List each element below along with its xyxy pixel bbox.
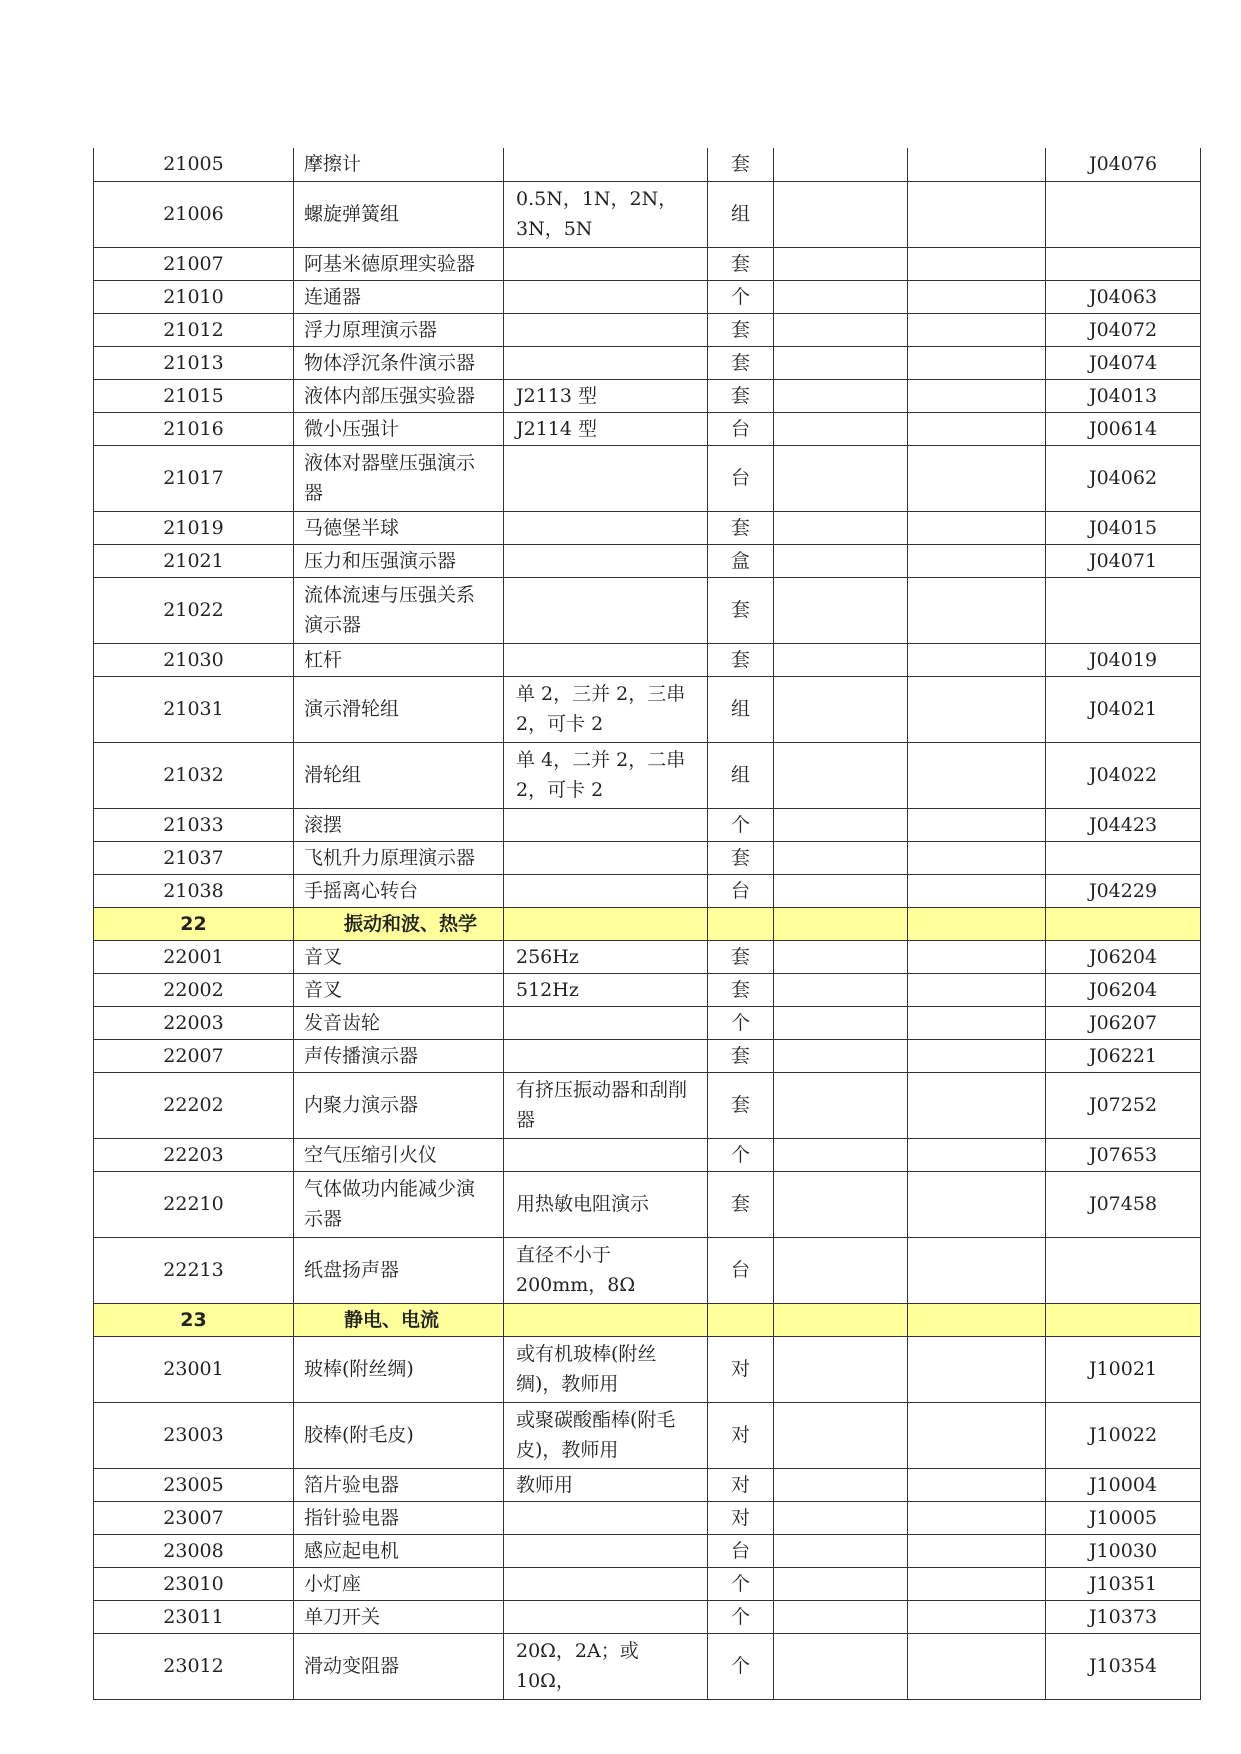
item-ref-cell: J06207 [1046,1006,1201,1039]
item-ref-cell [1046,841,1201,874]
empty-cell [774,1501,908,1534]
item-code-cell: 23011 [94,1600,294,1633]
empty-cell [908,940,1046,973]
item-spec-cell: J2113 型 [504,379,708,412]
item-ref-cell: J04229 [1046,874,1201,907]
item-code-cell: 22203 [94,1138,294,1171]
item-ref-cell: J06221 [1046,1039,1201,1072]
empty-cell [774,742,908,808]
item-code-cell: 23001 [94,1336,294,1402]
item-code-cell: 21019 [94,511,294,544]
item-name-cell: 胶棒(附毛皮) [294,1402,504,1468]
item-spec-cell [504,907,708,940]
item-ref-cell: J10022 [1046,1402,1201,1468]
item-code-cell: 21016 [94,412,294,445]
item-name-cell: 感应起电机 [294,1534,504,1567]
item-code-cell: 21022 [94,577,294,643]
item-spec-cell [504,1039,708,1072]
empty-cell [774,1633,908,1699]
item-spec-cell [504,313,708,346]
empty-cell [774,1534,908,1567]
empty-cell [908,1006,1046,1039]
item-code-cell: 23005 [94,1468,294,1501]
item-spec-cell: 用热敏电阻演示 [504,1171,708,1237]
item-spec-cell [504,643,708,676]
table-row [94,346,1201,379]
table-row [94,940,1201,973]
item-unit-cell: 对 [708,1402,774,1468]
item-unit-cell: 个 [708,280,774,313]
item-ref-cell: J04423 [1046,808,1201,841]
item-name-cell: 内聚力演示器 [294,1072,504,1138]
empty-cell [774,1006,908,1039]
table-row [94,181,1201,247]
item-ref-cell [1046,1237,1201,1303]
item-spec-cell [504,577,708,643]
item-unit-cell: 个 [708,1633,774,1699]
item-code-cell: 22003 [94,1006,294,1039]
empty-cell [908,643,1046,676]
empty-cell [908,445,1046,511]
table-row [94,511,1201,544]
section-row [94,1303,1201,1336]
item-code-cell: 21005 [94,148,294,181]
item-spec-cell [504,1138,708,1171]
empty-cell [774,643,908,676]
empty-cell [774,1072,908,1138]
item-name-cell: 飞机升力原理演示器 [294,841,504,874]
item-spec-cell: 有挤压振动器和刮削器 [504,1072,708,1138]
item-unit-cell: 盒 [708,544,774,577]
item-ref-cell: J04019 [1046,643,1201,676]
empty-cell [774,247,908,280]
item-code-cell: 21007 [94,247,294,280]
empty-cell [774,1336,908,1402]
item-spec-cell: 20Ω，2A；或 10Ω， [504,1633,708,1699]
empty-cell [908,280,1046,313]
item-ref-cell: J07653 [1046,1138,1201,1171]
empty-cell [774,544,908,577]
item-unit-cell: 台 [708,1534,774,1567]
item-code-cell: 23003 [94,1402,294,1468]
item-spec-cell: 教师用 [504,1468,708,1501]
item-name-cell: 指针验电器 [294,1501,504,1534]
empty-cell [774,1468,908,1501]
table-row [94,1039,1201,1072]
item-code-cell: 21030 [94,643,294,676]
item-name-cell: 滑动变阻器 [294,1633,504,1699]
item-spec-cell: 0.5N，1N，2N，3N，5N [504,181,708,247]
empty-cell [774,1567,908,1600]
empty-cell [774,1600,908,1633]
item-unit-cell: 套 [708,379,774,412]
item-ref-cell: J10354 [1046,1633,1201,1699]
empty-cell [908,1468,1046,1501]
item-unit-cell: 套 [708,1171,774,1237]
empty-cell [908,313,1046,346]
item-code-cell: 22 [94,907,294,940]
table-row [94,445,1201,511]
item-unit-cell: 套 [708,841,774,874]
item-unit-cell: 对 [708,1468,774,1501]
empty-cell [908,544,1046,577]
item-ref-cell: J10030 [1046,1534,1201,1567]
item-ref-cell: J10373 [1046,1600,1201,1633]
item-name-cell: 物体浮沉条件演示器 [294,346,504,379]
empty-cell [774,874,908,907]
item-spec-cell [504,1567,708,1600]
empty-cell [908,379,1046,412]
empty-cell [774,346,908,379]
item-name-cell: 空气压缩引火仪 [294,1138,504,1171]
table-row [94,1336,1201,1402]
empty-cell [908,148,1046,181]
empty-cell [774,907,908,940]
empty-cell [774,1171,908,1237]
item-code-cell: 22210 [94,1171,294,1237]
item-name-cell: 杠杆 [294,643,504,676]
item-name-cell: 浮力原理演示器 [294,313,504,346]
item-name-cell: 小灯座 [294,1567,504,1600]
item-name-cell: 发音齿轮 [294,1006,504,1039]
item-name-cell: 压力和压强演示器 [294,544,504,577]
empty-cell [908,247,1046,280]
item-code-cell: 21031 [94,676,294,742]
table-row [94,808,1201,841]
item-name-cell: 阿基米德原理实验器 [294,247,504,280]
item-name-cell: 滚摆 [294,808,504,841]
item-code-cell: 22002 [94,973,294,1006]
item-code-cell: 21012 [94,313,294,346]
table-row [94,148,1201,181]
empty-cell [908,1501,1046,1534]
table-row [94,676,1201,742]
empty-cell [774,148,908,181]
item-spec-cell [504,1501,708,1534]
item-code-cell: 22202 [94,1072,294,1138]
item-name-cell: 演示滑轮组 [294,676,504,742]
item-code-cell: 21013 [94,346,294,379]
empty-cell [908,907,1046,940]
item-name-cell: 滑轮组 [294,742,504,808]
table-row [94,1468,1201,1501]
item-ref-cell: J04076 [1046,148,1201,181]
item-spec-cell: 单 2，三并 2，三串 2，可卡 2 [504,676,708,742]
empty-cell [908,1171,1046,1237]
table-row [94,1501,1201,1534]
empty-cell [908,676,1046,742]
item-ref-cell [1046,1303,1201,1336]
item-code-cell: 22213 [94,1237,294,1303]
item-ref-cell [1046,247,1201,280]
item-name-cell: 气体做功内能减少演示器 [294,1171,504,1237]
item-ref-cell: J04072 [1046,313,1201,346]
item-spec-cell: J2114 型 [504,412,708,445]
item-code-cell: 23008 [94,1534,294,1567]
item-unit-cell: 套 [708,247,774,280]
table-row [94,1138,1201,1171]
item-code-cell: 21021 [94,544,294,577]
table-row [94,1633,1201,1699]
item-spec-cell [504,544,708,577]
item-name-cell: 箔片验电器 [294,1468,504,1501]
item-ref-cell: J06204 [1046,973,1201,1006]
item-code-cell: 21037 [94,841,294,874]
item-ref-cell: J04071 [1046,544,1201,577]
item-code-cell: 21017 [94,445,294,511]
item-unit-cell: 组 [708,676,774,742]
empty-cell [908,1237,1046,1303]
item-unit-cell: 套 [708,940,774,973]
item-name-cell: 玻棒(附丝绸) [294,1336,504,1402]
empty-cell [774,676,908,742]
empty-cell [908,808,1046,841]
table-row [94,973,1201,1006]
empty-cell [774,577,908,643]
empty-cell [908,412,1046,445]
item-name-cell: 摩擦计 [294,148,504,181]
section-row [94,907,1201,940]
item-unit-cell: 套 [708,313,774,346]
item-spec-cell [504,247,708,280]
empty-cell [908,973,1046,1006]
empty-cell [774,1237,908,1303]
item-code-cell: 23010 [94,1567,294,1600]
table-row [94,544,1201,577]
item-ref-cell: J04062 [1046,445,1201,511]
item-ref-cell: J07252 [1046,1072,1201,1138]
empty-cell [774,1303,908,1336]
item-name-cell: 微小压强计 [294,412,504,445]
item-name-cell: 单刀开关 [294,1600,504,1633]
empty-cell [908,1303,1046,1336]
item-ref-cell [1046,907,1201,940]
table-row [94,1072,1201,1138]
equipment-table [93,148,1201,1700]
item-spec-cell: 512Hz [504,973,708,1006]
empty-cell [774,1138,908,1171]
item-unit-cell: 对 [708,1501,774,1534]
table-row [94,1171,1201,1237]
empty-cell [908,1138,1046,1171]
item-ref-cell: J10004 [1046,1468,1201,1501]
item-unit-cell: 台 [708,445,774,511]
empty-cell [774,1402,908,1468]
item-ref-cell: J04021 [1046,676,1201,742]
item-ref-cell: J07458 [1046,1171,1201,1237]
item-spec-cell [504,280,708,313]
item-unit-cell: 个 [708,1567,774,1600]
empty-cell [908,511,1046,544]
empty-cell [908,1633,1046,1699]
item-unit-cell: 对 [708,1336,774,1402]
empty-cell [774,511,908,544]
table-row [94,280,1201,313]
empty-cell [908,346,1046,379]
item-ref-cell: J06204 [1046,940,1201,973]
item-unit-cell: 个 [708,808,774,841]
item-name-cell: 静电、电流 [294,1303,504,1336]
empty-cell [908,874,1046,907]
item-unit-cell [708,907,774,940]
item-spec-cell: 或聚碳酸酯棒(附毛皮)，教师用 [504,1402,708,1468]
item-code-cell: 22007 [94,1039,294,1072]
item-spec-cell: 单 4，二并 2，二串 2，可卡 2 [504,742,708,808]
item-unit-cell: 套 [708,973,774,1006]
item-name-cell: 马德堡半球 [294,511,504,544]
empty-cell [774,1039,908,1072]
item-code-cell: 23012 [94,1633,294,1699]
item-ref-cell: J10351 [1046,1567,1201,1600]
empty-cell [774,841,908,874]
item-name-cell: 液体内部压强实验器 [294,379,504,412]
empty-cell [774,379,908,412]
table-row [94,1237,1201,1303]
item-unit-cell: 套 [708,577,774,643]
item-code-cell: 21010 [94,280,294,313]
item-name-cell: 手摇离心转台 [294,874,504,907]
item-unit-cell: 台 [708,1237,774,1303]
empty-cell [908,181,1046,247]
table-row [94,874,1201,907]
table-row [94,1006,1201,1039]
item-ref-cell: J04074 [1046,346,1201,379]
item-code-cell: 21032 [94,742,294,808]
empty-cell [908,1072,1046,1138]
item-name-cell: 液体对器壁压强演示器 [294,445,504,511]
item-unit-cell [708,1303,774,1336]
empty-cell [774,280,908,313]
item-code-cell: 23 [94,1303,294,1336]
empty-cell [908,1336,1046,1402]
item-ref-cell: J04063 [1046,280,1201,313]
item-unit-cell: 套 [708,1039,774,1072]
item-spec-cell [504,874,708,907]
item-ref-cell: J04022 [1046,742,1201,808]
item-name-cell: 声传播演示器 [294,1039,504,1072]
item-spec-cell [504,346,708,379]
item-unit-cell: 个 [708,1600,774,1633]
item-code-cell: 21006 [94,181,294,247]
table-row [94,841,1201,874]
empty-cell [774,445,908,511]
empty-cell [908,1534,1046,1567]
table-row [94,577,1201,643]
item-code-cell: 22001 [94,940,294,973]
item-name-cell: 振动和波、热学 [294,907,504,940]
item-name-cell: 连通器 [294,280,504,313]
item-spec-cell [504,1006,708,1039]
item-unit-cell: 套 [708,643,774,676]
item-name-cell: 音叉 [294,973,504,1006]
item-name-cell: 流体流速与压强关系演示器 [294,577,504,643]
item-spec-cell: 或有机玻棒(附丝绸)，教师用 [504,1336,708,1402]
empty-cell [908,742,1046,808]
item-unit-cell: 套 [708,511,774,544]
item-unit-cell: 个 [708,1138,774,1171]
empty-cell [908,577,1046,643]
empty-cell [908,1402,1046,1468]
item-ref-cell: J10021 [1046,1336,1201,1402]
item-spec-cell [504,148,708,181]
table-row [94,1534,1201,1567]
item-ref-cell [1046,181,1201,247]
table-row [94,1567,1201,1600]
table-row [94,247,1201,280]
item-spec-cell [504,445,708,511]
item-unit-cell: 套 [708,148,774,181]
item-code-cell: 21033 [94,808,294,841]
item-unit-cell: 组 [708,181,774,247]
item-code-cell: 21015 [94,379,294,412]
table-row [94,1600,1201,1633]
table-row [94,412,1201,445]
item-unit-cell: 台 [708,874,774,907]
item-ref-cell [1046,577,1201,643]
item-name-cell: 螺旋弹簧组 [294,181,504,247]
item-spec-cell: 256Hz [504,940,708,973]
item-code-cell: 21038 [94,874,294,907]
item-spec-cell [504,1534,708,1567]
table-row [94,379,1201,412]
empty-cell [908,1039,1046,1072]
table-row [94,313,1201,346]
item-ref-cell: J04013 [1046,379,1201,412]
empty-cell [908,841,1046,874]
item-unit-cell: 套 [708,1072,774,1138]
item-name-cell: 纸盘扬声器 [294,1237,504,1303]
item-unit-cell: 个 [708,1006,774,1039]
table-row [94,742,1201,808]
item-spec-cell [504,1303,708,1336]
item-ref-cell: J04015 [1046,511,1201,544]
empty-cell [774,412,908,445]
empty-cell [908,1567,1046,1600]
table-row [94,643,1201,676]
item-ref-cell: J00614 [1046,412,1201,445]
item-unit-cell: 套 [708,346,774,379]
table-row [94,1402,1201,1468]
item-unit-cell: 组 [708,742,774,808]
item-ref-cell: J10005 [1046,1501,1201,1534]
item-code-cell: 23007 [94,1501,294,1534]
item-spec-cell [504,1600,708,1633]
item-spec-cell [504,511,708,544]
item-spec-cell: 直径不小于 200mm，8Ω [504,1237,708,1303]
empty-cell [774,313,908,346]
item-name-cell: 音叉 [294,940,504,973]
empty-cell [774,973,908,1006]
item-unit-cell: 台 [708,412,774,445]
empty-cell [774,940,908,973]
empty-cell [774,808,908,841]
empty-cell [774,181,908,247]
empty-cell [908,1600,1046,1633]
item-spec-cell [504,841,708,874]
item-spec-cell [504,808,708,841]
equipment-table-body [94,148,1201,1699]
